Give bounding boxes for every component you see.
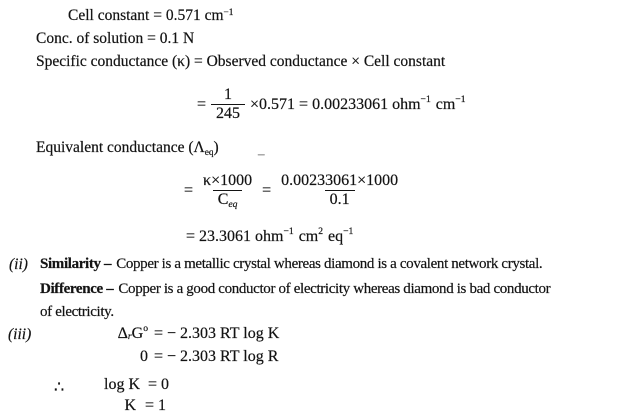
cm-unit: cm	[435, 95, 456, 113]
cell-constant-text: Cell constant = 0.571 cm	[68, 7, 224, 24]
c-subscript: eq	[228, 199, 238, 211]
part-ii-marker: (ii)	[9, 256, 28, 273]
difference-line	[40, 280, 550, 298]
k-lhs: K	[124, 397, 136, 414]
fraction-denominator	[213, 190, 243, 209]
eq-unit: eq	[328, 228, 344, 245]
therefore-symbol: ∴	[54, 379, 65, 396]
log-k-rhs: = 0	[148, 376, 170, 393]
k-rhs: = 1	[145, 397, 167, 414]
similarity-text: Copper is a metallic crystal whereas diamond is a covalent network crystal.	[116, 256, 543, 272]
equals-sign: =	[184, 181, 194, 199]
cell-constant-exponent: −1	[223, 7, 234, 18]
delta-symbol: Δ	[117, 325, 128, 342]
g-symbol: G	[131, 325, 144, 342]
closing-paren: )	[213, 139, 219, 156]
difference-text: Copper is a good conductor of electricity whereas diamond is bad conductor	[118, 281, 551, 297]
fraction-denominator: 0.1	[325, 190, 355, 209]
c-symbol: C	[217, 191, 229, 209]
gibbs-lhs: Δ $_r$ G $^o$	[117, 322, 148, 342]
equivalent-conductance-result: = 23.3061 ohm $^{-1}$ cm $^2$ eq $^{-1}$	[186, 225, 354, 245]
cell-constant-line	[68, 7, 233, 26]
specific-conductance-text: Specific conductance (κ) = Observed conductance × Cell constant	[36, 53, 446, 70]
fraction-numerator: 0.00233061×1000	[281, 172, 399, 189]
similarity-line	[40, 255, 542, 273]
result-value: = 23.3061 ohm	[186, 228, 284, 245]
equivalent-conductance-text: Equivalent conductance (Λ	[36, 139, 205, 156]
scan-artifact: –	[258, 146, 265, 161]
difference-label: Difference –	[40, 281, 114, 297]
zero-lhs: 0	[140, 348, 148, 365]
fraction-numerator: 1	[224, 86, 233, 103]
cm-unit: cm	[298, 228, 319, 245]
equivalent-conductance-line	[36, 139, 219, 158]
specific-conductance-line	[36, 53, 445, 72]
difference-continuation: of electricity.	[40, 304, 114, 320]
fraction-denominator: 245	[211, 104, 245, 123]
log-k-lhs: log K	[104, 376, 140, 393]
zero-rhs: = − 2.303 RT log R	[154, 348, 279, 365]
lambda-subscript: eq	[204, 147, 214, 158]
equivalent-conductance-equation	[184, 172, 408, 210]
concentration-line	[36, 30, 194, 49]
fraction-numeric	[276, 172, 403, 210]
equals-sign: =	[262, 181, 272, 199]
concentration-text: Conc. of solution = 0.1 N	[36, 30, 195, 47]
equation-result-text: ×0.571 = 0.00233061 ohm	[250, 95, 421, 113]
gibbs-rhs: = − 2.303 RT log K	[154, 325, 280, 342]
fraction-kappa-over-ceq	[198, 172, 257, 210]
fraction-numerator: κ×1000	[203, 172, 253, 189]
part-iii-marker: (iii)	[8, 326, 32, 343]
specific-conductance-equation: = $\frac{1}{245}$ ×0.571 = 0.00233061 ohm $^{-1}$ cm $^{-1}$	[197, 86, 466, 123]
equals-sign: =	[197, 95, 207, 113]
similarity-label: Similarity –	[40, 256, 112, 272]
fraction-1-over-245	[211, 86, 245, 124]
